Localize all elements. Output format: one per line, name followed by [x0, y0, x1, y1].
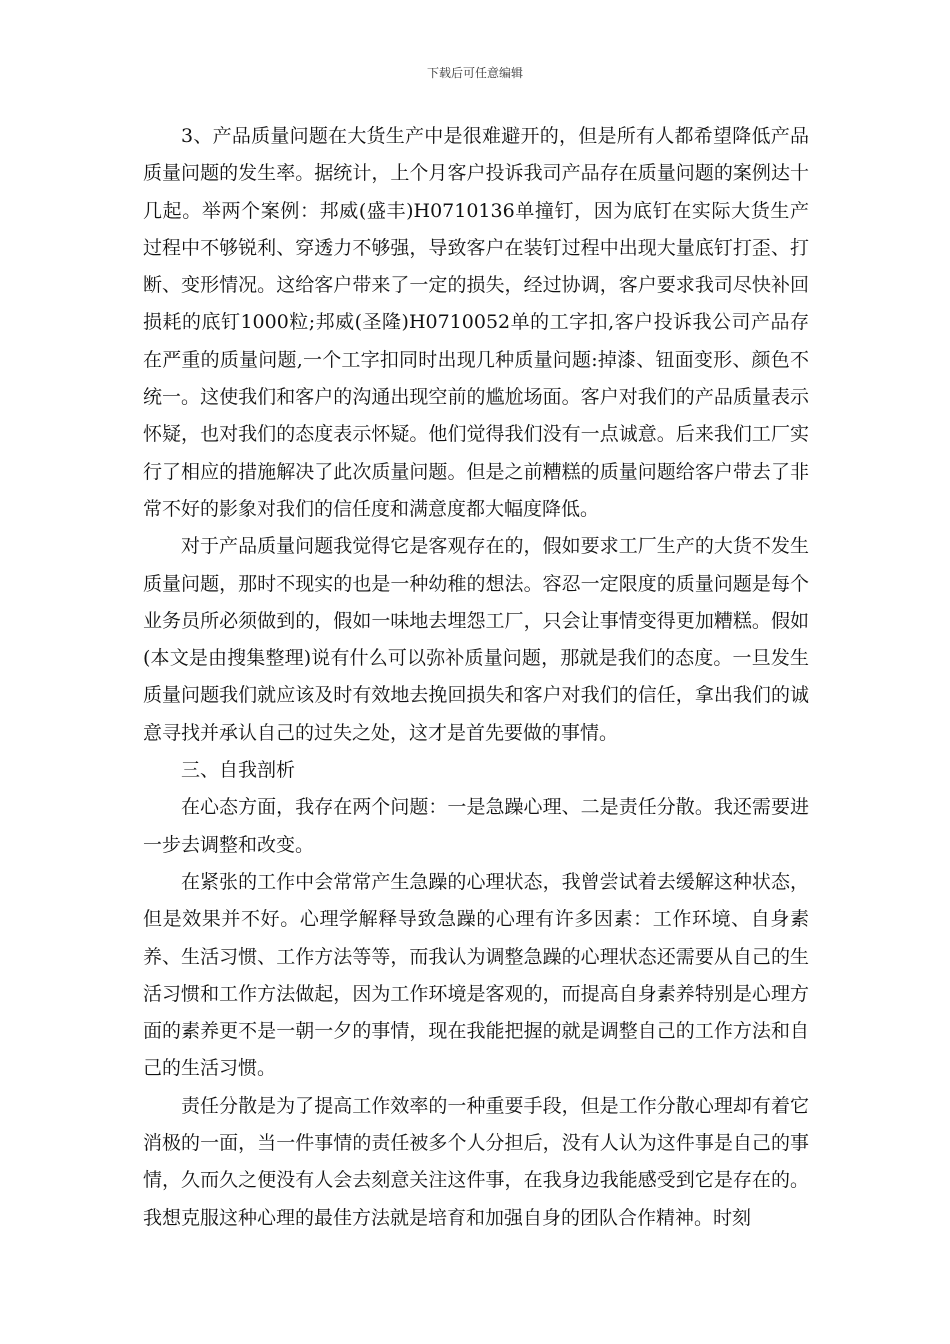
paragraph-mindset: 在心态方面，我存在两个问题：一是急躁心理、二是责任分散。我还需要进一步去调整和改变。: [143, 796, 809, 856]
paragraph-impatience: 在紧张的工作中会常常产生急躁的心理状态，我曾尝试着去缓解这种状态，但是效果并不好。心理学解释导致急躁的心理有许多因素：工作环境、自身素养、生活习惯、工作方法等等，而我认为调整急躁的心理状态还需要从自己的生活习惯和工作方法做起，因为工作环境是客观的，而提高自身素养特别是心理方面的素养更不是一朝一夕的事情，现在我能把握的就是调整自己的工作方法和自己的生活习惯。: [143, 870, 809, 1080]
document-body: [143, 118, 809, 1237]
paragraph-responsibility: 责任分散是为了提高工作效率的一种重要手段，但是工作分散心理却有着它消极的一面，当一件事情的责任被多个人分担后，没有人认为这件事是自己的事情，久而久之便没有人会去刻意关注这件事，在我身边我能感受到它是存在的。我想克服这种心理的最佳方法就是培育和加强自身的团队合作精神。时刻: [143, 1094, 809, 1229]
paragraph-quality-issues: 3、产品质量问题在大货生产中是很难避开的，但是所有人都希望降低产品质量问题的发生率。据统计，上个月客户投诉我司产品存在质量问题的案例达十几起。举两个案例：邦威(盛丰)H0710136单撞钉，因为底钉在实际大货生产过程中不够锐利、穿透力不够强，导致客户在装钉过程中出现大量底钉打歪、打断、变形情况。这给客户带来了一定的损失，经过协调，客户要求我司尽快补回损耗的底钉1000粒;邦威(圣隆)H0710052单的工字扣,客户投诉我公司产品存在严重的质量问题,一个工字扣同时出现几种质量问题:掉漆、钮面变形、颜色不统一。这使我们和客户的沟通出现空前的尴尬场面。客户对我们的产品质量表示怀疑，也对我们的态度表示怀疑。他们觉得我们没有一点诚意。后来我们工厂实行了相应的措施解决了此次质量问题。但是之前糟糕的质量问题给客户带去了非常不好的影象对我们的信任度和满意度都大幅度降低。: [143, 125, 809, 520]
paragraph-quality-attitude: 对于产品质量问题我觉得它是客观存在的，假如要求工厂生产的大货不发生质量问题，那时不现实的也是一种幼稚的想法。容忍一定限度的质量问题是每个业务员所必须做到的，假如一味地去埋怨工厂，只会让事情变得更加糟糕。假如(本文是由搜集整理)说有什么可以弥补质量问题，那就是我们的态度。一旦发生质量问题我们就应该及时有效地去挽回损失和客户对我们的信任，拿出我们的诚意寻找并承认自己的过失之处，这才是首先要做的事情。: [143, 535, 809, 744]
section-heading-self-analysis: 三、自我剖析: [181, 759, 296, 782]
page-header: 下载后可任意编辑: [426, 66, 523, 80]
